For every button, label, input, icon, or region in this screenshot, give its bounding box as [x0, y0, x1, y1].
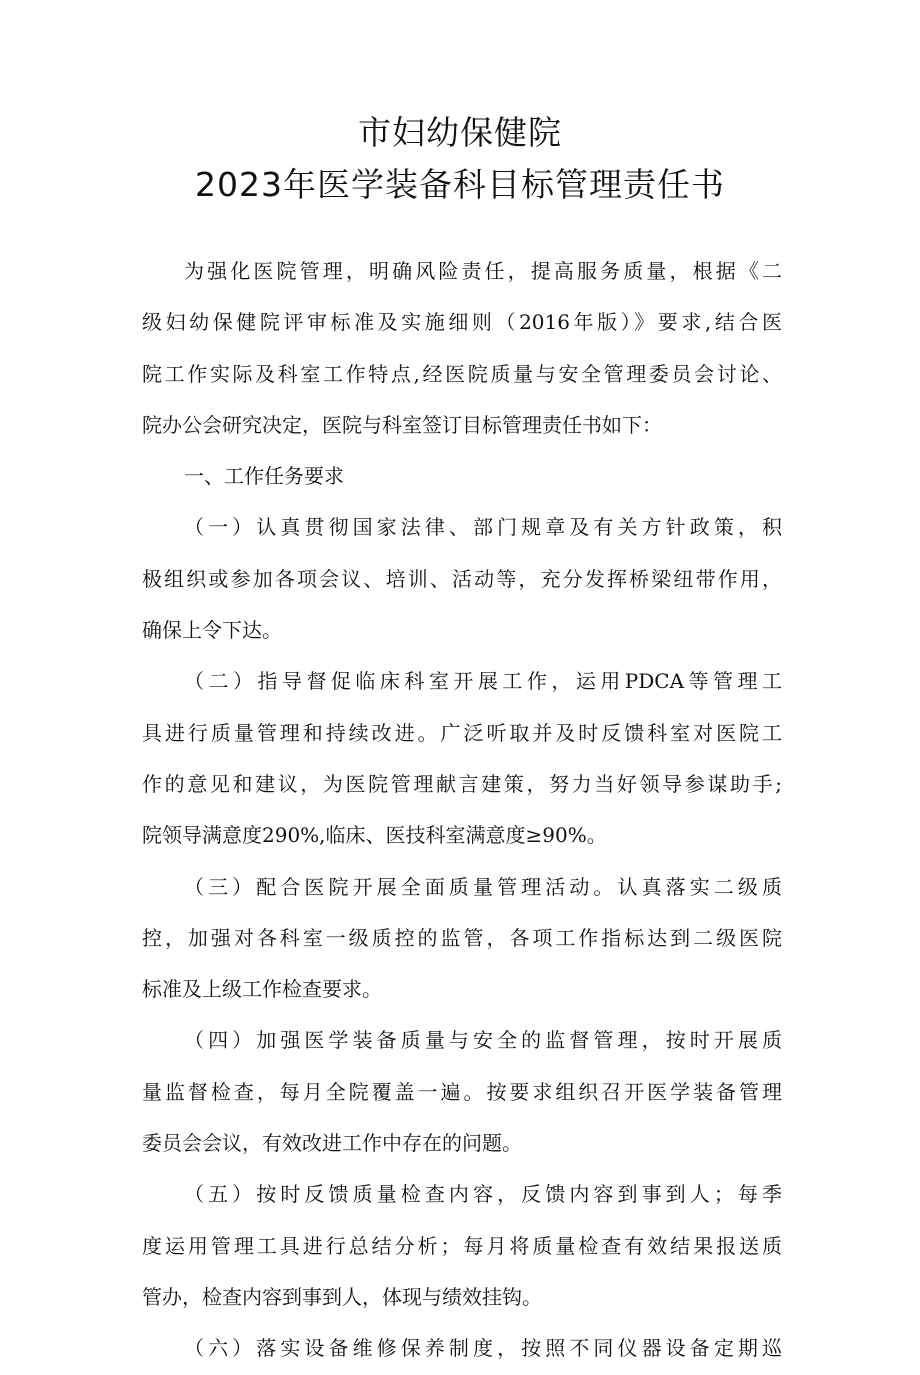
- body-line: （四）加强医学装备质量与安全的监督管理，按时开展质: [184, 1028, 782, 1053]
- body-line: 量监督检查，每月全院覆盖一遍。按要求组织召开医学装备管理: [142, 1079, 782, 1104]
- document-body: [142, 246, 782, 1375]
- body-line: （五）按时反馈质量检查内容，反馈内容到事到人；每季: [184, 1182, 782, 1207]
- document-title-org: 市妇幼保健院: [358, 113, 562, 152]
- body-line: 院办公会研究决定，医院与科室签订目标管理责任书如下：: [142, 412, 662, 437]
- body-line: 级妇幼保健院评审标准及实施细则（2016年版）》要求,结合医: [142, 310, 782, 335]
- body-line: 确保上令下达。: [142, 618, 282, 643]
- body-line: 极组织或参加各项会议、培训、活动等，充分发挥桥梁纽带作用，: [142, 566, 782, 591]
- body-line: 控，加强对各科室一级质控的监管，各项工作指标达到二级医院: [142, 925, 782, 950]
- body-line: 作的意见和建议，为医院管理献言建策，努力当好领导参谋助手;: [142, 771, 782, 796]
- body-line: 度运用管理工具进行总结分析；每月将质量检查有效结果报送质: [142, 1233, 782, 1258]
- document-title: 2023年医学装备科目标管理责任书: [195, 165, 725, 204]
- body-line: （一）认真贯彻国家法律、部门规章及有关方针政策，积: [184, 515, 782, 540]
- body-line: 管办，检查内容到事到人，体现与绩效挂钩。: [142, 1284, 542, 1309]
- section-heading: 一、工作任务要求: [184, 464, 344, 489]
- body-line: 委员会会议，有效改进工作中存在的问题。: [142, 1131, 522, 1156]
- body-line: 院工作实际及科室工作特点,经医院质量与安全管理委员会讨论、: [142, 361, 782, 386]
- body-line: （六）落实设备维修保养制度，按照不同仪器设备定期巡: [184, 1336, 782, 1361]
- body-line: （二）指导督促临床科室开展工作，运用PDCA等管理工: [184, 669, 782, 694]
- body-line: （三）配合医院开展全面质量管理活动。认真落实二级质: [184, 874, 782, 899]
- body-line: 院领导满意度290%,临床、医技科室满意度≥90%。: [142, 823, 607, 848]
- body-line: 具进行质量管理和持续改进。广泛听取并及时反馈科室对医院工: [142, 720, 782, 745]
- body-line: 标准及上级工作检查要求。: [142, 977, 382, 1002]
- body-line: 为强化医院管理，明确风险责任，提高服务质量，根据《二: [184, 259, 782, 283]
